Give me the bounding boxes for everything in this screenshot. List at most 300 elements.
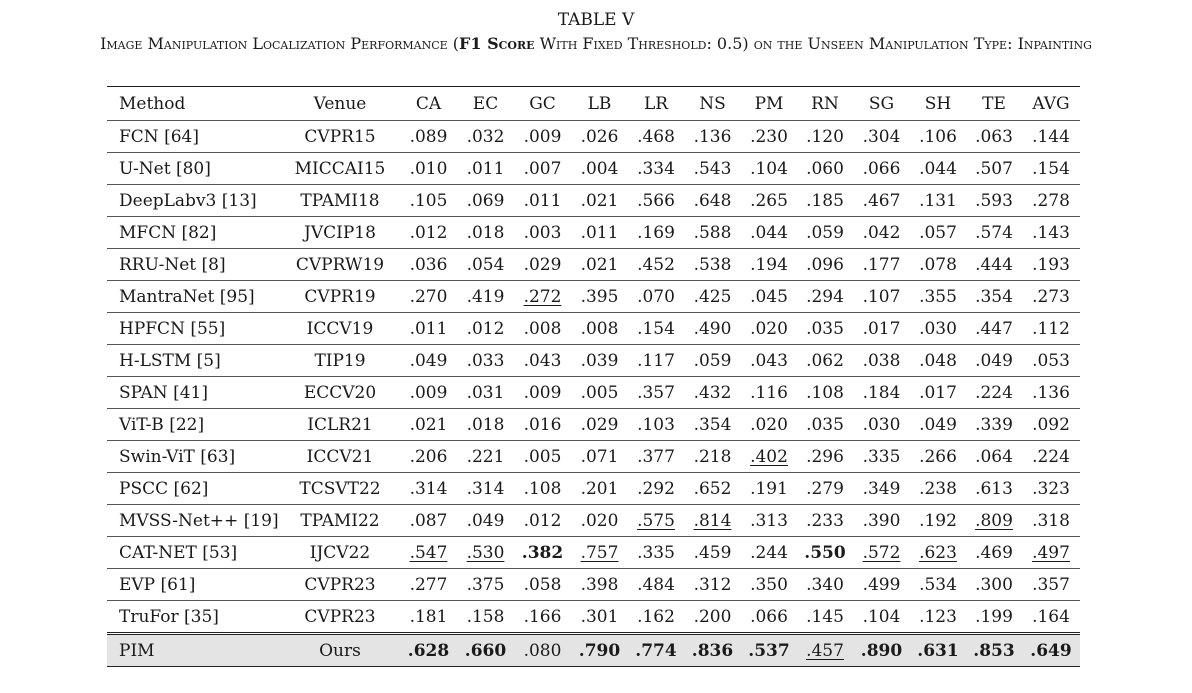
score-cell: [1022, 313, 1080, 345]
score-cell: [400, 473, 457, 505]
score-value: .469: [975, 542, 1013, 563]
score-cell: [457, 377, 514, 409]
score-cell: [457, 569, 514, 601]
venue-cell: MICCAI15: [280, 153, 400, 185]
score-value: .136: [1032, 382, 1070, 403]
score-cell: [514, 569, 571, 601]
score-value: .012: [523, 510, 562, 531]
venue-cell: CVPR15: [280, 121, 400, 153]
table-row: [107, 281, 1080, 313]
score-value: .467: [862, 190, 901, 211]
score-cell: [741, 441, 797, 473]
score-value: .335: [637, 542, 675, 563]
score-value: .304: [862, 126, 901, 147]
score-cell: [910, 217, 966, 249]
score-value: .060: [806, 158, 844, 179]
score-value: .017: [919, 382, 957, 403]
method-cell: SPAN [41]: [107, 377, 280, 409]
venue-cell: ECCV20: [280, 377, 400, 409]
score-cell: [910, 601, 966, 634]
venue-cell: TPAMI18: [280, 185, 400, 217]
score-value: .457: [806, 640, 844, 661]
score-cell: [797, 409, 853, 441]
score-cell: [966, 634, 1022, 667]
score-value: .062: [806, 350, 844, 371]
score-value: .334: [637, 158, 675, 179]
score-value: .108: [806, 382, 844, 403]
score-value: .230: [750, 126, 788, 147]
venue-cell: TIP19: [280, 345, 400, 377]
score-cell: [628, 153, 684, 185]
score-cell: [571, 634, 628, 667]
score-cell: [571, 473, 628, 505]
score-value: .012: [466, 318, 505, 339]
score-cell: [684, 249, 741, 281]
score-value: .265: [750, 190, 788, 211]
score-value: .238: [919, 478, 957, 499]
table-row: [107, 249, 1080, 281]
score-value: .012: [409, 222, 448, 243]
score-cell: [741, 409, 797, 441]
score-cell: [853, 313, 910, 345]
score-cell: [910, 249, 966, 281]
score-cell: [400, 569, 457, 601]
score-value: .044: [919, 158, 957, 179]
score-cell: [741, 345, 797, 377]
col-header: LR: [628, 87, 684, 121]
table-number: TABLE V: [557, 10, 635, 30]
score-value: .377: [637, 446, 675, 467]
score-value: .049: [409, 350, 448, 371]
score-value: .530: [466, 542, 505, 563]
venue-cell: IJCV22: [280, 537, 400, 569]
score-value: .339: [975, 414, 1013, 435]
score-cell: [1022, 249, 1080, 281]
score-cell: [400, 185, 457, 217]
score-cell: [628, 249, 684, 281]
score-value: .191: [750, 478, 788, 499]
score-value: .043: [750, 350, 788, 371]
score-value: .354: [975, 286, 1013, 307]
score-cell: [797, 217, 853, 249]
score-cell: [910, 185, 966, 217]
score-value: .547: [409, 542, 448, 563]
score-value: .312: [693, 574, 732, 595]
score-value: .588: [693, 222, 732, 243]
score-value: .354: [693, 414, 732, 435]
score-cell: [910, 473, 966, 505]
score-value: .018: [466, 222, 505, 243]
score-value: .039: [580, 350, 619, 371]
table-row: [107, 345, 1080, 377]
score-cell: [966, 345, 1022, 377]
header-row: [107, 87, 1080, 121]
method-cell: HPFCN [55]: [107, 313, 280, 345]
method-cell: MVSS-Net++ [19]: [107, 505, 280, 537]
score-cell: [400, 345, 457, 377]
table-row: [107, 601, 1080, 634]
table-row: [107, 473, 1080, 505]
score-value: .270: [409, 286, 448, 307]
score-value: .244: [750, 542, 788, 563]
venue-cell: TCSVT22: [280, 473, 400, 505]
score-cell: [628, 537, 684, 569]
score-cell: [628, 473, 684, 505]
score-value: .059: [806, 222, 844, 243]
score-cell: [910, 634, 966, 667]
score-cell: [400, 281, 457, 313]
score-value: .538: [693, 254, 732, 275]
score-value: .292: [637, 478, 675, 499]
score-value: .357: [637, 382, 675, 403]
score-value: .009: [523, 126, 562, 147]
score-cell: [1022, 601, 1080, 634]
score-cell: [514, 505, 571, 537]
score-cell: [797, 537, 853, 569]
score-value: .323: [1032, 478, 1070, 499]
method-cell: U-Net [80]: [107, 153, 280, 185]
score-cell: [741, 313, 797, 345]
caption-bold: F1 Score: [459, 34, 535, 53]
table-caption: [0, 34, 1192, 53]
score-cell: [514, 153, 571, 185]
score-value: .029: [580, 414, 619, 435]
score-cell: [457, 249, 514, 281]
score-value: .185: [806, 190, 844, 211]
score-value: .537: [748, 640, 790, 661]
score-cell: [684, 601, 741, 634]
score-cell: [400, 153, 457, 185]
score-value: .154: [637, 318, 675, 339]
table-row: [107, 441, 1080, 473]
score-cell: [853, 185, 910, 217]
score-value: .005: [523, 446, 562, 467]
method-cell: RRU-Net [8]: [107, 249, 280, 281]
score-value: .107: [862, 286, 901, 307]
score-cell: [966, 505, 1022, 537]
score-cell: [457, 409, 514, 441]
score-cell: [1022, 505, 1080, 537]
score-cell: [741, 185, 797, 217]
score-value: .355: [919, 286, 957, 307]
score-cell: [571, 217, 628, 249]
score-value: .120: [806, 126, 844, 147]
score-value: .534: [919, 574, 957, 595]
score-value: .092: [1032, 414, 1070, 435]
score-cell: [684, 409, 741, 441]
score-cell: [457, 473, 514, 505]
score-value: .049: [919, 414, 957, 435]
table-row: [107, 185, 1080, 217]
score-value: .652: [693, 478, 732, 499]
score-cell: [1022, 634, 1080, 667]
score-value: .029: [523, 254, 562, 275]
score-cell: [514, 634, 571, 667]
score-cell: [910, 377, 966, 409]
score-value: .162: [637, 606, 675, 627]
score-value: .045: [750, 286, 788, 307]
score-cell: [966, 409, 1022, 441]
score-value: .499: [862, 574, 901, 595]
score-cell: [853, 281, 910, 313]
score-cell: [628, 377, 684, 409]
score-value: .890: [860, 640, 903, 661]
score-cell: [400, 441, 457, 473]
score-value: .300: [975, 574, 1013, 595]
score-value: .166: [523, 606, 562, 627]
score-cell: [797, 634, 853, 667]
score-cell: [966, 601, 1022, 634]
score-value: .277: [409, 574, 448, 595]
method-cell: EVP [61]: [107, 569, 280, 601]
score-value: .294: [806, 286, 844, 307]
score-value: .382: [521, 542, 564, 563]
score-value: .273: [1032, 286, 1070, 307]
score-cell: [910, 505, 966, 537]
score-cell: [741, 377, 797, 409]
score-value: .011: [580, 222, 619, 243]
score-value: .233: [806, 510, 844, 531]
score-value: .003: [523, 222, 562, 243]
score-value: .593: [975, 190, 1013, 211]
score-value: .169: [637, 222, 675, 243]
score-cell: [1022, 121, 1080, 153]
score-value: .007: [523, 158, 562, 179]
col-header: AVG: [1022, 87, 1080, 121]
score-cell: [966, 537, 1022, 569]
score-cell: [514, 473, 571, 505]
score-value: .011: [523, 190, 562, 211]
score-value: .016: [523, 414, 562, 435]
score-cell: [741, 153, 797, 185]
table-row: [107, 505, 1080, 537]
score-cell: [741, 281, 797, 313]
score-value: .774: [635, 640, 677, 661]
score-cell: [1022, 345, 1080, 377]
score-cell: [571, 569, 628, 601]
score-value: .049: [975, 350, 1013, 371]
score-value: .044: [750, 222, 788, 243]
score-cell: [1022, 281, 1080, 313]
score-value: .108: [523, 478, 562, 499]
score-value: .757: [580, 542, 619, 563]
score-value: .301: [580, 606, 619, 627]
score-cell: [684, 313, 741, 345]
score-cell: [853, 601, 910, 634]
score-value: .008: [523, 318, 562, 339]
score-value: .200: [693, 606, 732, 627]
score-cell: [741, 505, 797, 537]
score-value: .087: [409, 510, 448, 531]
score-cell: [797, 473, 853, 505]
score-value: .566: [637, 190, 675, 211]
score-cell: [910, 313, 966, 345]
score-cell: [400, 121, 457, 153]
score-cell: [514, 121, 571, 153]
venue-cell: CVPRW19: [280, 249, 400, 281]
table-row-highlight: [107, 634, 1080, 667]
score-value: .106: [919, 126, 957, 147]
table-row: [107, 409, 1080, 441]
score-value: .064: [975, 446, 1013, 467]
caption-post: With Fixed Threshold: 0.5) on the Unseen Manipulation Type: Inpainting: [534, 34, 1092, 53]
score-value: .648: [693, 190, 732, 211]
table-row: [107, 313, 1080, 345]
score-cell: [966, 569, 1022, 601]
score-cell: [797, 121, 853, 153]
score-cell: [457, 153, 514, 185]
score-value: .009: [409, 382, 448, 403]
score-cell: [797, 281, 853, 313]
score-value: .266: [919, 446, 957, 467]
score-value: .484: [637, 574, 675, 595]
score-value: .468: [637, 126, 675, 147]
score-value: .057: [919, 222, 957, 243]
score-value: .201: [580, 478, 619, 499]
score-cell: [853, 569, 910, 601]
score-value: .313: [750, 510, 788, 531]
score-cell: [1022, 217, 1080, 249]
score-cell: [514, 313, 571, 345]
score-cell: [1022, 537, 1080, 569]
score-cell: [457, 505, 514, 537]
score-cell: [853, 249, 910, 281]
score-cell: [514, 185, 571, 217]
score-cell: [1022, 409, 1080, 441]
score-cell: [457, 217, 514, 249]
score-value: .035: [806, 414, 844, 435]
score-cell: [400, 249, 457, 281]
score-cell: [1022, 569, 1080, 601]
score-value: .009: [523, 382, 562, 403]
score-value: .030: [862, 414, 901, 435]
score-value: .031: [466, 382, 505, 403]
score-cell: [628, 601, 684, 634]
score-value: .112: [1032, 318, 1070, 339]
score-cell: [910, 345, 966, 377]
score-value: .809: [975, 510, 1013, 531]
score-cell: [628, 121, 684, 153]
venue-cell: ICCV21: [280, 441, 400, 473]
table-row: [107, 537, 1080, 569]
score-value: .048: [919, 350, 957, 371]
score-cell: [457, 601, 514, 634]
score-value: .543: [693, 158, 732, 179]
score-cell: [966, 313, 1022, 345]
score-cell: [457, 634, 514, 667]
score-cell: [571, 601, 628, 634]
score-cell: [966, 217, 1022, 249]
score-cell: [797, 249, 853, 281]
score-cell: [966, 441, 1022, 473]
score-cell: [571, 441, 628, 473]
score-cell: [457, 313, 514, 345]
score-cell: [628, 634, 684, 667]
venue-cell: ICCV19: [280, 313, 400, 345]
venue-cell: CVPR19: [280, 281, 400, 313]
score-value: .066: [750, 606, 788, 627]
table-row: [107, 217, 1080, 249]
score-cell: [628, 409, 684, 441]
method-cell: TruFor [35]: [107, 601, 280, 634]
score-cell: [797, 313, 853, 345]
score-value: .631: [917, 640, 959, 661]
score-value: .005: [580, 382, 619, 403]
score-cell: [571, 121, 628, 153]
score-cell: [684, 121, 741, 153]
score-value: .184: [862, 382, 901, 403]
score-value: .158: [466, 606, 505, 627]
score-cell: [514, 345, 571, 377]
score-cell: [853, 537, 910, 569]
venue-cell: Ours: [280, 634, 400, 667]
score-cell: [571, 313, 628, 345]
score-value: .004: [580, 158, 619, 179]
score-cell: [457, 281, 514, 313]
score-value: .145: [806, 606, 844, 627]
col-header: PM: [741, 87, 797, 121]
score-value: .021: [409, 414, 448, 435]
score-value: .572: [862, 542, 901, 563]
score-value: .070: [637, 286, 675, 307]
venue-cell: CVPR23: [280, 601, 400, 634]
score-cell: [628, 505, 684, 537]
table-row: [107, 569, 1080, 601]
score-cell: [797, 153, 853, 185]
score-cell: [853, 345, 910, 377]
score-value: .010: [409, 158, 448, 179]
score-cell: [457, 345, 514, 377]
score-cell: [514, 537, 571, 569]
score-cell: [684, 153, 741, 185]
col-header: NS: [684, 87, 741, 121]
score-value: .063: [975, 126, 1013, 147]
score-cell: [1022, 441, 1080, 473]
score-cell: [400, 634, 457, 667]
score-cell: [514, 281, 571, 313]
score-value: .628: [407, 640, 450, 661]
score-cell: [910, 569, 966, 601]
score-value: .021: [580, 254, 619, 275]
caption-pre: Image Manipulation Localization Performance (: [100, 34, 460, 53]
score-value: .143: [1032, 222, 1070, 243]
score-cell: [797, 185, 853, 217]
score-cell: [910, 441, 966, 473]
score-value: .575: [637, 510, 675, 531]
col-header: Method: [107, 87, 280, 121]
score-cell: [966, 185, 1022, 217]
score-cell: [853, 634, 910, 667]
score-cell: [741, 121, 797, 153]
score-value: .020: [580, 510, 619, 531]
score-cell: [571, 281, 628, 313]
score-value: .279: [806, 478, 844, 499]
score-value: .096: [806, 254, 844, 275]
venue-cell: CVPR23: [280, 569, 400, 601]
score-value: .375: [466, 574, 505, 595]
col-header: Venue: [280, 87, 400, 121]
score-cell: [853, 121, 910, 153]
method-cell: CAT-NET [53]: [107, 537, 280, 569]
venue-cell: JVCIP18: [280, 217, 400, 249]
score-cell: [400, 217, 457, 249]
score-cell: [797, 569, 853, 601]
score-value: .032: [466, 126, 505, 147]
score-value: .021: [580, 190, 619, 211]
results-table: [107, 86, 1080, 667]
score-cell: [741, 473, 797, 505]
score-value: .447: [975, 318, 1013, 339]
